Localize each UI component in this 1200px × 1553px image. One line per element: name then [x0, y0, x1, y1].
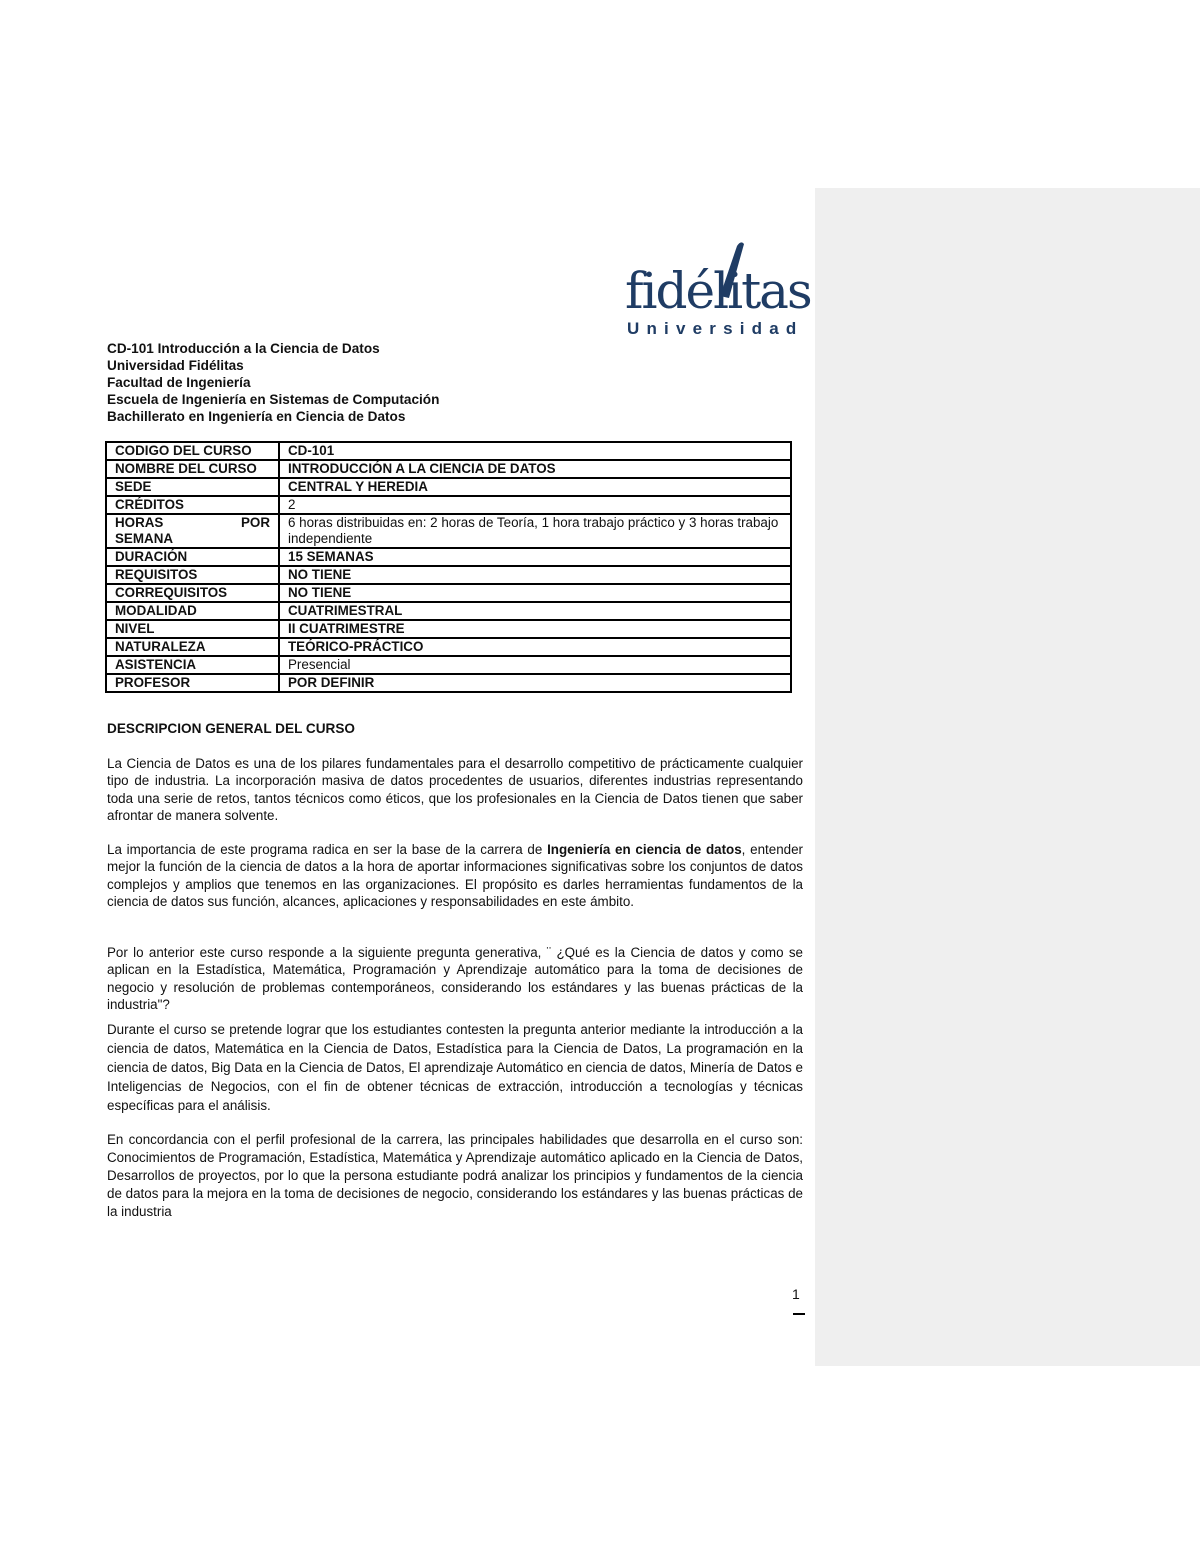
degree-name-bold: Ingeniería en ciencia de datos — [547, 842, 742, 857]
row-value: CD-101 — [279, 442, 791, 460]
row-key: ASISTENCIA — [106, 656, 279, 674]
page-number: 1 — [792, 1286, 800, 1302]
table-row — [106, 566, 791, 584]
logo-subtitle: Universidad — [627, 319, 804, 338]
table-row — [106, 584, 791, 602]
table-row — [106, 514, 791, 548]
table-row — [106, 496, 791, 514]
row-key: REQUISITOS — [106, 566, 279, 584]
description-paragraph-2 — [107, 841, 803, 910]
row-key-part: HORAS — [115, 515, 164, 530]
fidelitas-logo — [625, 238, 811, 342]
row-value: POR DEFINIR — [279, 674, 791, 692]
row-value: INTRODUCCIÓN A LA CIENCIA DE DATOS — [279, 460, 791, 478]
logo-wordmark: fidélitas — [625, 262, 811, 320]
row-key: NOMBRE DEL CURSO — [106, 460, 279, 478]
table-row — [106, 674, 791, 692]
course-info-table — [105, 441, 792, 693]
row-value: 6 horas distribuidas en: 2 horas de Teoría, 1 hora trabajo práctico y 3 horas trabajo independiente — [279, 514, 791, 548]
row-key: CRÉDITOS — [106, 496, 279, 514]
row-value: NO TIENE — [279, 566, 791, 584]
description-paragraph-3: Por lo anterior este curso responde a la siguiente pregunta generativa, ¨ ¿Qué es la Ciencia de datos y como se aplican en la Estadística, Matemática, Programación y Aprendizaje automático para la toma de decisiones de negocio y resolución de problemas contemporáneos, considerando los estándares y las buenas prácticas de la industria"? — [107, 945, 803, 1012]
row-key: NATURALEZA — [106, 638, 279, 656]
table-row — [106, 442, 791, 460]
header-line-faculty: Facultad de Ingeniería — [107, 375, 251, 390]
row-value: 15 SEMANAS — [279, 548, 791, 566]
paragraph-text: , entender mejor la función de la ciencia de datos a la hora de aportar informaciones significativas sobre los conjuntos de datos complejos y amplios que tenemos en las organizaciones. El propósito es darles herramientas fundamentos de la ciencia de datos sus función, alcances, aplicaciones y responsabilidades en este ámbito. — [107, 842, 803, 909]
table-row — [106, 620, 791, 638]
row-value: 2 — [279, 496, 791, 514]
row-key: CODIGO DEL CURSO — [106, 442, 279, 460]
table-row — [106, 548, 791, 566]
row-key: SEDE — [106, 478, 279, 496]
row-key — [106, 514, 279, 548]
row-key: DURACIÓN — [106, 548, 279, 566]
row-value: TEÓRICO-PRÁCTICO — [279, 638, 791, 656]
header-line-course: CD-101 Introducción a la Ciencia de Datos — [107, 341, 380, 356]
paragraph-text: La importancia de este programa radica en ser la base de la carrera de — [107, 842, 548, 857]
document-header — [107, 340, 439, 425]
row-key: NIVEL — [106, 620, 279, 638]
row-key: MODALIDAD — [106, 602, 279, 620]
description-paragraph-4: Durante el curso se pretende lograr que los estudiantes contesten la pregunta anterior mediante la introducción a la ciencia de datos, Matemática en la Ciencia de Datos, Estadística para la Ciencia de Datos, La programación en la ciencia de datos, Big Data en la Ciencia de Datos, El aprendizaje Automático en ciencia de datos, Minería de Datos e Inteligencias de Negocios, con el fin de obtener técnicas de extracción, introducción a tecnologías y técnicas específicas para el análisis. — [107, 1022, 803, 1113]
table-row — [106, 478, 791, 496]
row-key-part: POR — [240, 515, 270, 530]
row-value: Presencial — [279, 656, 791, 674]
comment-margin-pane — [815, 188, 1200, 1366]
row-key: PROFESOR — [106, 674, 279, 692]
row-value: CUATRIMESTRAL — [279, 602, 791, 620]
row-key: CORREQUISITOS — [106, 584, 279, 602]
header-line-school: Escuela de Ingeniería en Sistemas de Computación — [107, 392, 440, 407]
header-line-degree: Bachillerato en Ingeniería en Ciencia de Datos — [107, 409, 406, 424]
description-paragraph-1: La Ciencia de Datos es una de los pilares fundamentales para el desarrollo competitivo de prácticamente cualquier tipo de industria. La incorporación masiva de datos procedentes de usuarios, diferentes industrias representando toda una serie de retos, tantos técnicos como éticos, que los profesionales en la Ciencia de Datos tienen que saber afrontar de manera solvente. — [107, 756, 803, 823]
table-row — [106, 656, 791, 674]
header-line-university: Universidad Fidélitas — [107, 358, 244, 373]
table-row — [106, 602, 791, 620]
description-paragraph-5: En concordancia con el perfil profesional de la carrera, las principales habilidades que desarrolla en el curso son: Conocimientos de Programación, Estadística, Matemática y Aprendizaje automático aplicado en la Ciencia de Datos, Desarrollos de proyectos, por lo que la persona estudiante podrá analizar los principios y fundamentos de la ciencia de datos para la mejora en la toma de decisiones de negocio, considerando los estándares y las buenas prácticas de la industria — [107, 1132, 803, 1219]
row-value: CENTRAL Y HEREDIA — [279, 478, 791, 496]
row-value: II CUATRIMESTRE — [279, 620, 791, 638]
row-key-part: SEMANA — [115, 531, 174, 546]
table-row — [106, 638, 791, 656]
page-number-divider — [793, 1313, 805, 1315]
table-row — [106, 460, 791, 478]
section-title: DESCRIPCION GENERAL DEL CURSO — [107, 721, 355, 736]
row-value: NO TIENE — [279, 584, 791, 602]
